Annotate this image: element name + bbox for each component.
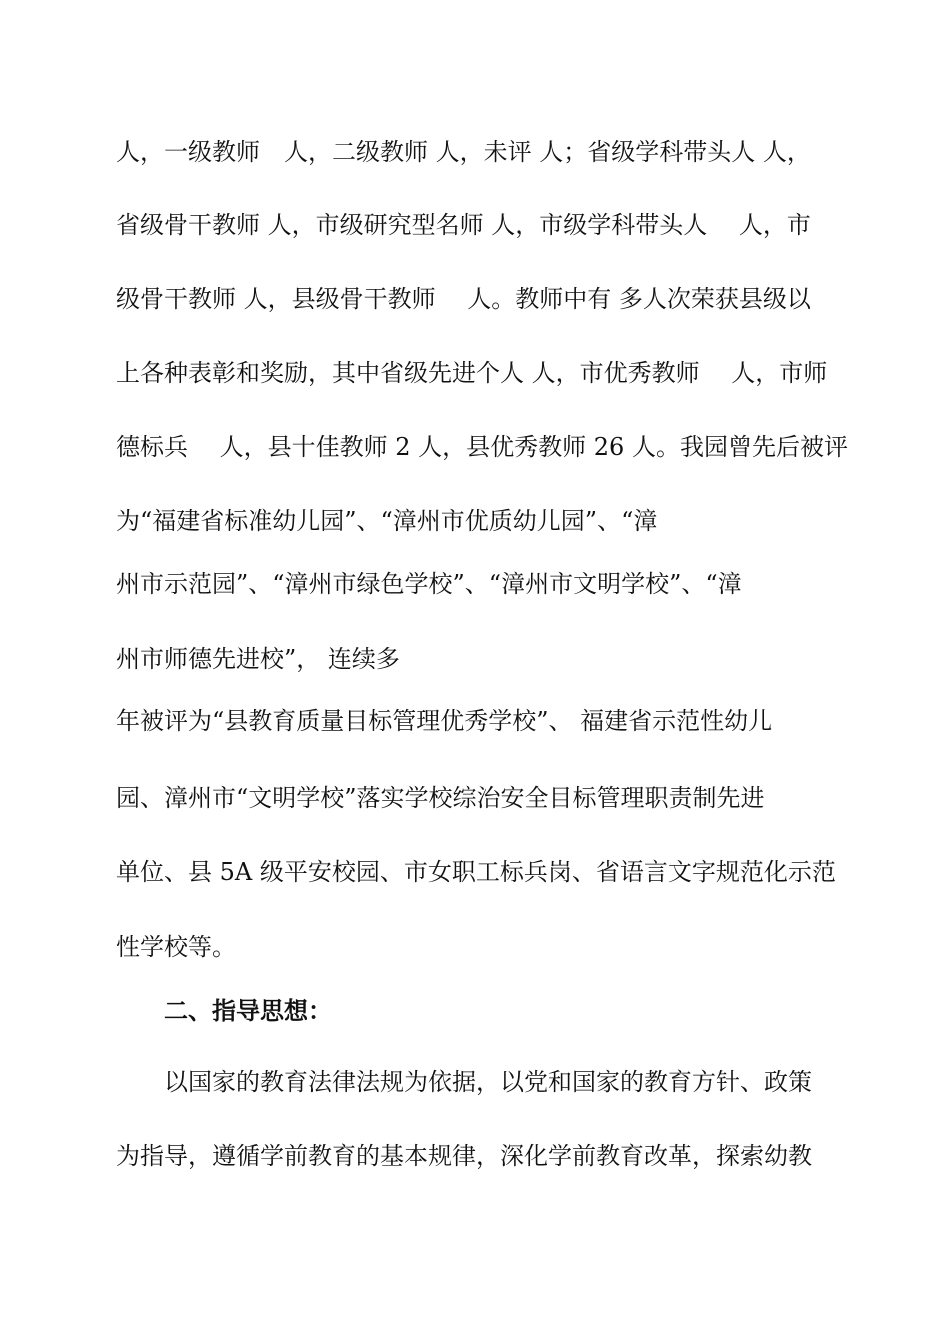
text-line: 为“福建省标准幼儿园”、“漳州市优质幼儿园”、“漳	[116, 507, 658, 535]
text-line: 州市示范园”、“漳州市绿色学校”、“漳州市文明学校”、“漳	[116, 570, 742, 598]
text-line: 单位、县 5A 级平安校园、市女职工标兵岗、省语言文字规范化示范	[116, 858, 836, 886]
text-line: 省级骨干教师 人，市级研究型名师 人，市级学科带头人 人，市	[116, 211, 811, 239]
section-heading: 二、指导思想：	[164, 997, 332, 1025]
paragraph-line: 以国家的教育法律法规为依据，以党和国家的教育方针、政策	[164, 1068, 812, 1096]
text-line: 级骨干教师 人，县级骨干教师 人。教师中有 多人次荣获县级以	[116, 285, 811, 313]
paragraph-line: 为指导，遵循学前教育的基本规律，深化学前教育改革，探索幼教	[116, 1142, 812, 1170]
text-line: 州市师德先进校”， 连续多	[116, 645, 400, 673]
text-line: 园、漳州市“文明学校”落实学校综治安全目标管理职责制先进	[116, 784, 765, 812]
text-line: 上各种表彰和奖励，其中省级先进个人 人，市优秀教师 人，市师	[116, 359, 828, 387]
text-line: 人，一级教师 人，二级教师 人，未评 人；省级学科带头人 人，	[116, 138, 811, 166]
text-line: 年被评为“县教育质量目标管理优秀学校”、 福建省示范性幼儿	[116, 707, 773, 735]
text-line: 德标兵 人，县十佳教师 2 人，县优秀教师 26 人。我园曾先后被评	[116, 433, 848, 461]
text-line: 性学校等。	[116, 933, 236, 961]
